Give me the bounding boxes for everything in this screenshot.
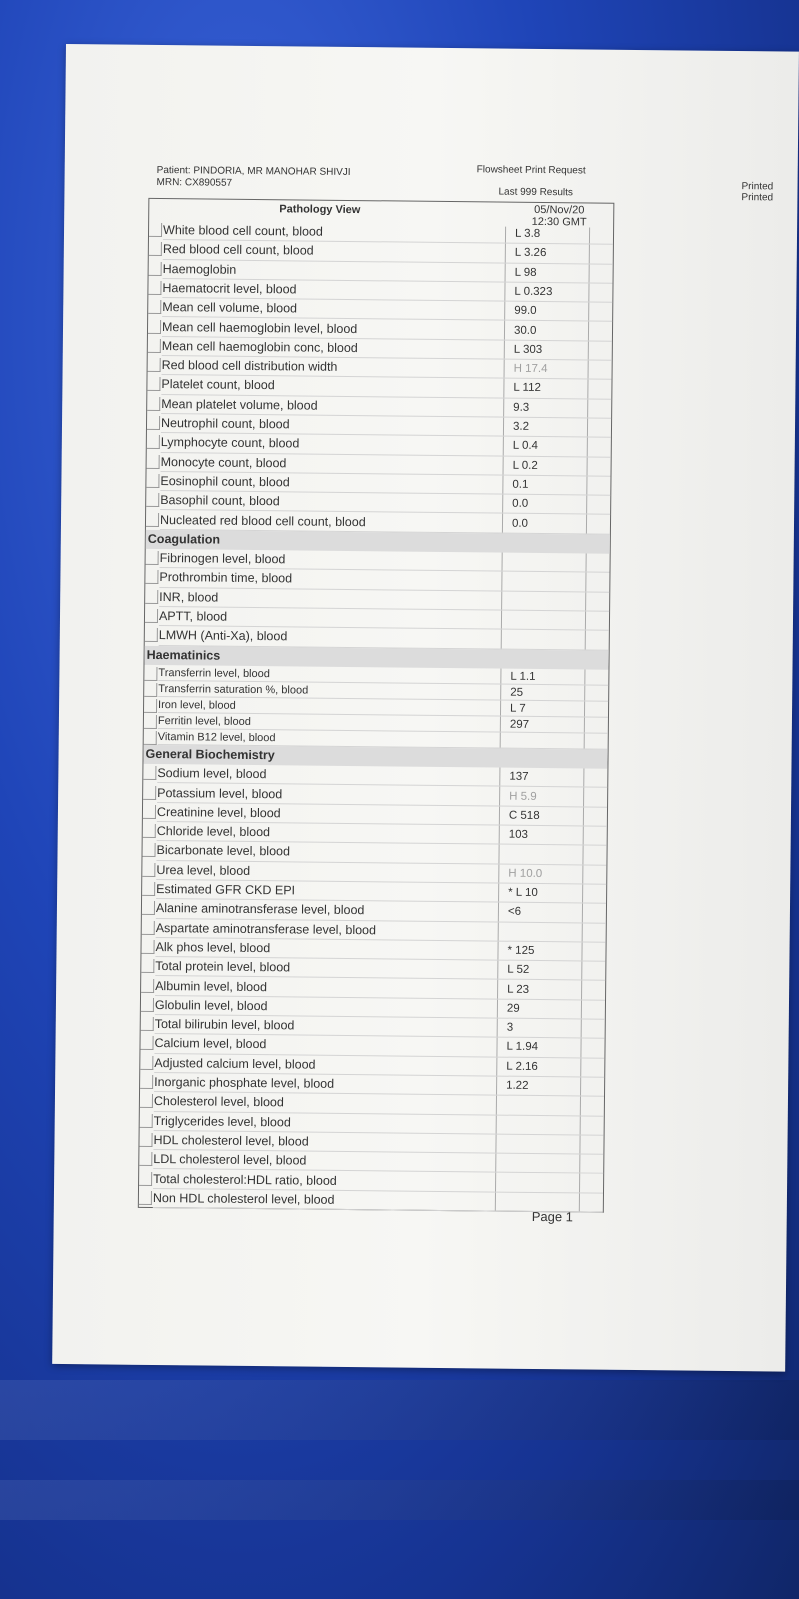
row-checkbox <box>141 1017 154 1031</box>
printed-flowsheet-page <box>52 44 799 1372</box>
test-result-value: L 52 <box>507 963 530 977</box>
test-name: Adjusted calcium level, blood <box>154 1055 316 1072</box>
test-name: Eosinophil count, blood <box>160 473 290 490</box>
fabric-fold <box>0 1380 799 1440</box>
test-result-value: H 5.9 <box>509 790 537 803</box>
test-name: Urea level, blood <box>156 862 251 878</box>
row-checkbox <box>146 474 159 488</box>
test-result-value: L 23 <box>507 983 530 996</box>
test-name: LMWH (Anti-Xa), blood <box>158 628 288 644</box>
test-name: Vitamin B12 level, blood <box>157 730 276 745</box>
test-name: Lymphocyte count, blood <box>160 435 300 451</box>
test-name: Sodium level, blood <box>157 766 267 782</box>
pathology-view-heading: Pathology View <box>279 203 361 217</box>
test-name: Cholesterol level, blood <box>153 1094 284 1110</box>
row-checkbox <box>147 435 160 449</box>
row-checkbox <box>145 628 158 642</box>
row-checkbox <box>148 339 161 353</box>
printed-label: Printed <box>741 192 774 204</box>
test-name: Transferrin level, blood <box>158 666 270 681</box>
test-name: Haemoglobin <box>162 261 237 277</box>
row-checkbox <box>146 512 159 526</box>
row-checkbox <box>144 731 157 745</box>
last-results-label: Last 999 Results <box>498 186 574 199</box>
row-checkbox <box>143 785 156 799</box>
test-name: Mean cell haemoglobin level, blood <box>161 319 358 336</box>
test-result-value: L 2.16 <box>506 1060 538 1073</box>
row-checkbox <box>141 998 154 1012</box>
test-name: White blood cell count, blood <box>162 223 323 239</box>
test-result-value: L 0.2 <box>512 459 538 472</box>
test-name: Red blood cell count, blood <box>162 242 314 258</box>
test-name: Calcium level, blood <box>154 1036 267 1052</box>
test-name: Total cholesterol:HDL ratio, blood <box>153 1171 337 1188</box>
row-checkbox <box>143 766 156 780</box>
row-checkbox <box>148 300 161 314</box>
test-name: Chloride level, blood <box>156 824 271 840</box>
test-result-value: 103 <box>508 828 528 841</box>
row-checkbox <box>143 805 156 819</box>
test-result-value: 3 <box>506 1021 514 1034</box>
test-result-value: 9.3 <box>513 401 530 414</box>
row-checkbox <box>148 319 161 333</box>
test-name: Platelet count, blood <box>161 377 275 393</box>
test-name: Creatinine level, blood <box>156 804 281 821</box>
row-checkbox <box>139 1171 152 1185</box>
test-result-value: 1.22 <box>506 1079 529 1092</box>
test-name: Mean platelet volume, blood <box>161 396 318 413</box>
test-result-value: L 303 <box>513 343 543 356</box>
row-checkbox <box>148 358 161 372</box>
test-result-value: H 17.4 <box>513 362 548 376</box>
document-title: Flowsheet Print Request <box>476 164 586 177</box>
row-checkbox <box>142 901 155 915</box>
row-checkbox <box>140 1056 153 1070</box>
row-checkbox <box>147 377 160 391</box>
patient-mrn: MRN: CX890557 <box>156 176 233 189</box>
test-result-value: H 10.0 <box>508 867 543 880</box>
test-name: Non HDL cholesterol level, blood <box>152 1190 335 1207</box>
row-checkbox <box>145 590 158 604</box>
row-checkbox <box>140 1094 153 1108</box>
test-result-value: L 7 <box>510 702 526 715</box>
test-name: Neutrophil count, blood <box>160 416 290 432</box>
row-checkbox <box>141 940 154 954</box>
row-checkbox <box>140 1036 153 1050</box>
row-checkbox <box>149 223 162 237</box>
test-result-value: <6 <box>507 905 522 919</box>
test-name: Ferritin level, blood <box>157 714 251 728</box>
row-checkbox <box>139 1152 152 1166</box>
test-name: Basophil count, blood <box>160 493 280 509</box>
test-result-value: 0.0 <box>511 517 529 530</box>
section-title: General Biochemistry <box>145 746 275 763</box>
test-name: INR, blood <box>159 589 219 605</box>
test-name: HDL cholesterol level, blood <box>153 1132 309 1149</box>
test-name: Alk phos level, blood <box>155 939 271 956</box>
row-checkbox <box>142 920 155 934</box>
test-result-value: L 1.1 <box>510 670 536 683</box>
test-name: Nucleated red blood cell count, blood <box>159 512 366 529</box>
test-result-value: 3.2 <box>512 420 530 433</box>
row-checkbox <box>144 667 157 681</box>
row-checkbox <box>142 863 155 877</box>
test-result-value: 0.1 <box>512 478 529 491</box>
row-checkbox <box>147 397 160 411</box>
test-name: Prothrombin time, blood <box>159 570 293 586</box>
fabric-fold <box>0 1480 799 1520</box>
test-name: Globulin level, blood <box>154 997 268 1013</box>
row-checkbox <box>147 454 160 468</box>
test-result-value: L 112 <box>513 382 541 395</box>
test-name: Transferrin saturation %, blood <box>158 682 309 697</box>
test-result-value: 0.0 <box>512 497 529 511</box>
test-name: Bicarbonate level, blood <box>156 843 291 859</box>
row-checkbox <box>147 416 160 430</box>
test-name: Iron level, blood <box>158 698 236 712</box>
test-result-value: * 125 <box>507 944 535 957</box>
test-name: Total protein level, blood <box>155 959 291 975</box>
test-result-value: 25 <box>510 686 524 699</box>
row-checkbox <box>139 1133 152 1147</box>
section-title: Coagulation <box>147 531 221 547</box>
row-checkbox <box>149 261 162 275</box>
patient-name: Patient: PINDORIA, MR MANOHAR SHIVJI <box>156 164 351 178</box>
row-checkbox <box>141 978 154 992</box>
test-result-value: * L 10 <box>508 886 538 899</box>
test-name: Estimated GFR CKD EPI <box>156 881 296 898</box>
test-name: Haematocrit level, blood <box>162 280 297 297</box>
test-name: APTT, blood <box>158 609 228 624</box>
page-number: Page 1 <box>531 1208 574 1225</box>
row-checkbox <box>140 1075 153 1089</box>
row-checkbox <box>148 281 161 295</box>
test-result-value: L 3.8 <box>514 227 541 240</box>
result-date: 05/Nov/20 <box>534 203 585 217</box>
test-result-value: L 3.26 <box>514 247 547 260</box>
test-result-value: 30.0 <box>513 324 537 337</box>
row-checkbox <box>142 882 155 896</box>
test-name: Red blood cell distribution width <box>161 358 338 374</box>
row-checkbox <box>143 824 156 838</box>
test-name: Mean cell volume, blood <box>162 300 298 316</box>
row-checkbox <box>144 699 157 713</box>
test-name: LDL cholesterol level, blood <box>153 1152 307 1168</box>
test-name: Inorganic phosphate level, blood <box>154 1074 335 1091</box>
test-name: Mean cell haemoglobin conc, blood <box>161 338 358 355</box>
section-title: Haematinics <box>146 647 221 663</box>
test-result-value: C 518 <box>508 809 540 822</box>
test-result-value: L 98 <box>514 266 537 279</box>
row-checkbox <box>149 242 162 256</box>
row-checkbox <box>142 843 155 857</box>
test-result-value: 137 <box>509 770 529 784</box>
test-result-value: 29 <box>506 1002 520 1015</box>
test-name: Potassium level, blood <box>157 785 283 801</box>
row-checkbox <box>144 715 157 729</box>
test-name: Total bilirubin level, blood <box>154 1017 295 1033</box>
row-checkbox <box>144 683 157 697</box>
row-checkbox <box>145 609 158 623</box>
row-checkbox <box>146 493 159 507</box>
row-checkbox <box>146 551 159 565</box>
test-name: Albumin level, blood <box>155 978 268 994</box>
test-result-value: L 1.94 <box>506 1041 539 1054</box>
results-table <box>138 198 615 1213</box>
row-checkbox <box>140 1113 153 1127</box>
test-result-value: 297 <box>509 718 530 731</box>
printed-label: Printed <box>741 181 774 193</box>
test-name: Monocyte count, blood <box>160 454 287 470</box>
test-name: Alanine aminotransferase level, blood <box>155 901 365 918</box>
test-name: Triglycerides level, blood <box>153 1113 291 1130</box>
test-name: Aspartate aminotransferase level, blood <box>155 920 377 937</box>
test-result-value: L 0.4 <box>512 439 539 453</box>
test-result-value: L 0.323 <box>514 285 553 298</box>
row-checkbox <box>141 959 154 973</box>
result-time: 12:30 GMT <box>531 215 587 229</box>
test-result-value: 99.0 <box>514 304 537 318</box>
row-checkbox <box>145 570 158 584</box>
row-checkbox <box>139 1191 152 1205</box>
test-name: Fibrinogen level, blood <box>159 551 286 567</box>
